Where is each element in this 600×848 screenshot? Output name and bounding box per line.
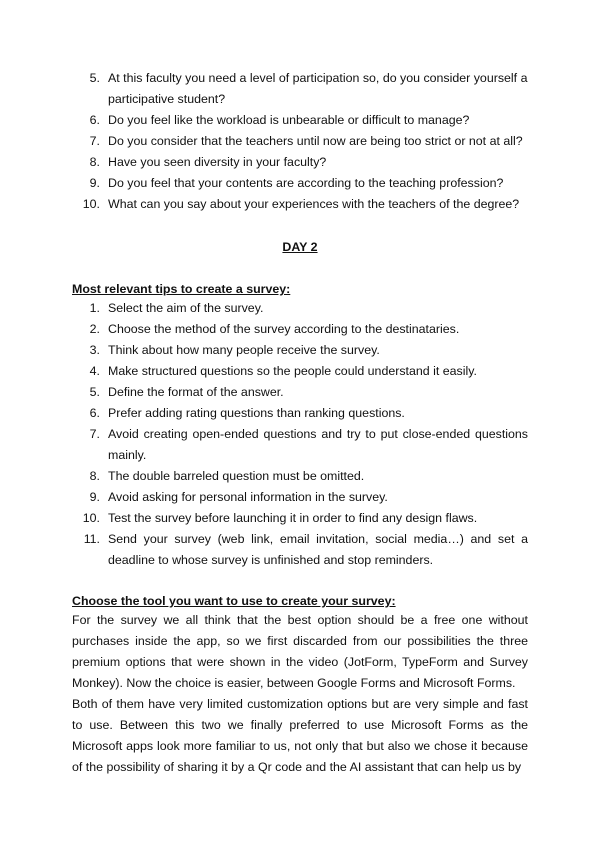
list-item — [0, 466, 600, 487]
list-item — [0, 529, 600, 571]
item-text: Avoid asking for personal information in the survey. — [108, 490, 388, 504]
item-text: At this faculty you need a level of participation so, do you consider yourself a participative student? — [108, 71, 528, 106]
item-number: 5. — [89, 385, 100, 399]
item-text: Send your survey (web link, email invitation, social media…) and set a deadline to whose survey is unfinished and stop reminders. — [108, 532, 528, 567]
item-number: 6. — [89, 406, 100, 420]
list-item — [0, 131, 600, 152]
item-number: 11. — [83, 532, 100, 546]
item-text: Have you seen diversity in your faculty? — [108, 155, 327, 169]
list-item — [0, 508, 600, 529]
list-item — [0, 110, 600, 131]
item-number: 5. — [89, 71, 100, 85]
tips-list — [0, 298, 600, 571]
tool-heading: Choose the tool you want to use to create your survey: — [72, 594, 396, 608]
list-item — [0, 319, 600, 340]
survey-questions-list — [0, 68, 600, 215]
item-number: 2. — [89, 322, 100, 336]
list-item — [0, 194, 600, 215]
tool-paragraph-1: For the survey we all think that the best option should be a free one without purchases inside the app, so we first discarded from our possibilities the three premium options that were shown in the video (JotForm, TypeForm and Survey Monkey). Now the choice is easier, between Google Forms and Microsoft Forms. — [72, 613, 528, 690]
tool-paragraph-2: Both of them have very limited customization options but are very simple and fast to use. Between this two we finally preferred to use Microsoft Forms as the Microsoft apps look more familiar to us, not only that but also we chose it because of the possibility of sharing it by a Qr code and the AI assistant that can help us by — [72, 697, 528, 774]
item-number: 9. — [89, 490, 100, 504]
item-text: Select the aim of the survey. — [108, 301, 264, 315]
tips-heading: Most relevant tips to create a survey: — [72, 282, 291, 296]
item-text: Do you feel that your contents are according to the teaching profession? — [108, 176, 504, 190]
list-item — [0, 298, 600, 319]
item-number: 1. — [89, 301, 100, 315]
item-text: Test the survey before launching it in order to find any design flaws. — [108, 511, 478, 525]
item-number: 3. — [89, 343, 100, 357]
item-number: 10. — [82, 511, 100, 525]
item-text: What can you say about your experiences with the teachers of the degree? — [108, 197, 520, 211]
list-item — [0, 403, 600, 424]
list-item — [0, 152, 600, 173]
item-number: 7. — [89, 427, 100, 441]
item-text: Avoid creating open-ended questions and try to put close-ended questions mainly. — [108, 427, 528, 462]
item-number: 8. — [89, 155, 100, 169]
list-item — [0, 340, 600, 361]
list-item — [0, 173, 600, 194]
list-item — [0, 361, 600, 382]
item-text: Think about how many people receive the survey. — [108, 343, 380, 357]
item-text: Choose the method of the survey according to the destinataries. — [108, 322, 460, 336]
item-number: 7. — [89, 134, 100, 148]
item-text: Make structured questions so the people could understand it easily. — [108, 364, 477, 378]
list-item — [0, 68, 600, 110]
item-text: Define the format of the answer. — [108, 385, 284, 399]
item-text: Prefer adding rating questions than ranking questions. — [108, 406, 405, 420]
item-number: 8. — [89, 469, 100, 483]
list-item — [0, 382, 600, 403]
day-title: DAY 2 — [282, 240, 318, 254]
item-number: 6. — [89, 113, 100, 127]
item-number: 9. — [89, 176, 100, 190]
list-item — [0, 487, 600, 508]
item-text: Do you consider that the teachers until now are being too strict or not at all? — [108, 134, 523, 148]
item-number: 4. — [89, 364, 100, 378]
item-number: 10. — [82, 197, 100, 211]
item-text: Do you feel like the workload is unbearable or difficult to manage? — [108, 113, 470, 127]
list-item — [0, 424, 600, 466]
item-text: The double barreled question must be omitted. — [108, 469, 365, 483]
